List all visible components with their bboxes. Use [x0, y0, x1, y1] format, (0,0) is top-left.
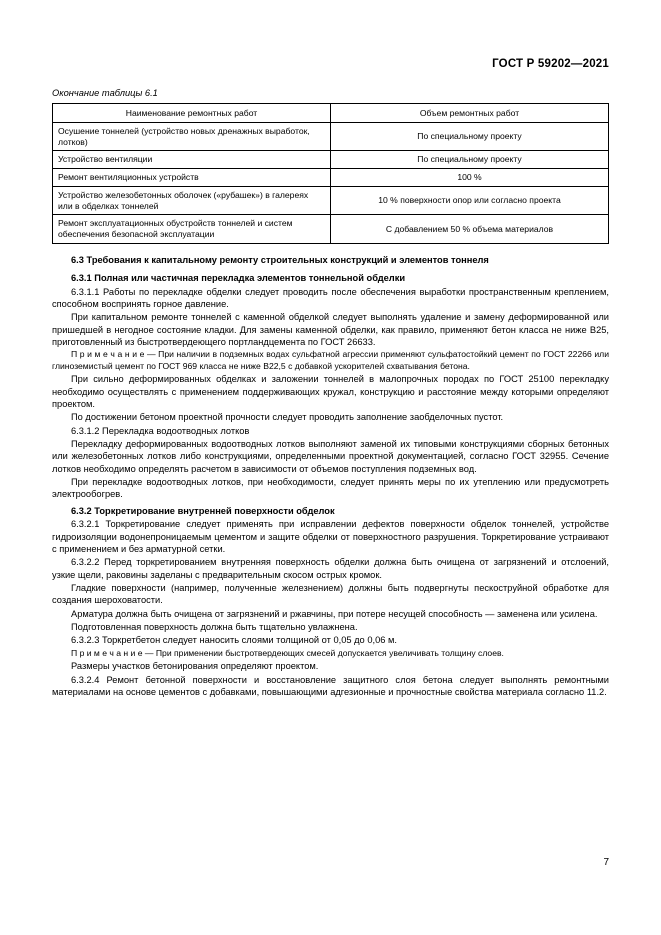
- table-cell-volume: По специальному проекту: [331, 123, 609, 151]
- page-header: ГОСТ Р 59202—2021: [492, 58, 609, 70]
- paragraph-6-3-2-2: 6.3.2.2 Перед торкретированием внутренняя поверхность обделки должна быть очищена от загрязнений и отслоений, узкие щели, раковины заделаны с предварительным скосом острых кромок.: [52, 557, 609, 580]
- table-row: [53, 151, 609, 169]
- table-row: [53, 186, 609, 214]
- table-caption: Окончание таблицы 6.1: [52, 88, 158, 98]
- paragraph-surface-wetting: Подготовленная поверхность должна быть тщательно увлажнена.: [71, 622, 358, 633]
- table-cell-work: Осушение тоннелей (устройство новых дренажных выработок, лотков): [53, 123, 331, 151]
- table-cell-volume: 10 % поверхности опор или согласно проекта: [331, 186, 609, 214]
- page-number: 7: [603, 857, 609, 868]
- table-cell-volume: С добавлением 50 % объема материалов: [331, 215, 609, 243]
- table-row: [53, 169, 609, 187]
- section-heading-6-3-2: 6.3.2 Торкретирование внутренней поверхности обделок: [71, 505, 335, 516]
- paragraph-gutter-replacement: Перекладку деформированных водоотводных лотков выполняют заменой их типовыми конструкциями сборных бетонных или железобетонных лотков либо конструкциями, определенными проектной документацией, согласно ГОСТ 32955. Сечение лотков необходимо определять расчетом в зависимости от объемов поступления подземных вод.: [52, 439, 609, 474]
- table-cell-volume: 100 %: [331, 169, 609, 187]
- table-header-row: [53, 104, 609, 123]
- table-cell-work: Устройство вентиляции: [53, 151, 331, 169]
- table-col-header-volume: Объем ремонтных работ: [331, 104, 609, 123]
- paragraph-6-3-1-2: 6.3.1.2 Перекладка водоотводных лотков: [71, 425, 250, 436]
- section-heading-6-3-1: 6.3.1 Полная или частичная перекладка элементов тоннельной обделки: [71, 273, 406, 284]
- paragraph-deformed-lining: При сильно деформированных обделках и заложении тоннелей в малопрочных породах по ГОСТ 25100 перекладку необходимо осуществлять с применением поддерживающих кружал, конструкцию и расстояние между которыми определяют проектом.: [52, 374, 609, 409]
- paragraph-stone-lining: При капитальном ремонте тоннелей с каменной обделкой следует выполнять удаление и замену деформированной или пришедшей в негодное состояние кладки. Для замены каменной обделки, как правило, применяют бетон класса не ниже В25, приготовленный из быстротвердеющего портландцемента по ГОСТ 26633.: [52, 312, 609, 348]
- paragraph-reinforcement: Арматура должна быть очищена от загрязнений и ржавчины, при потере несущей способность — заменена или усилена.: [71, 608, 598, 619]
- table-cell-work: Ремонт вентиляционных устройств: [53, 169, 331, 187]
- paragraph-concreting-areas: Размеры участков бетонирования определяют проектом.: [71, 661, 319, 672]
- paragraph-6-3-2-4: 6.3.2.4 Ремонт бетонной поверхности и восстановление защитного слоя бетона следует выполнять ремонтными материалами на основе цементов с добавками, повышающими адгезионные и прочностные свойства материала согласно 11.2.: [52, 674, 609, 697]
- paragraph-6-3-1-1: 6.3.1.1 Работы по перекладке обделки следует проводить после обеспечения выработки пространственным креплением, способном воспринять горное давление.: [52, 286, 609, 309]
- table-row: [53, 123, 609, 151]
- paragraph-6-3-2-3: 6.3.2.3 Торкретбетон следует наносить слоями толщиной от 0,05 до 0,06 м.: [71, 635, 397, 646]
- paragraph-6-3-2-1: 6.3.2.1 Торкретирование следует применять при исправлении дефектов поверхности обделок тоннелей, устройстве гидроизоляции водонепроницаемым цементом и защите обделки от поверхностного разрушения. Торкретирование устраивают с применением и без арматурной сетки.: [52, 519, 609, 554]
- note-fast-hardening: П р и м е ч а н и е — При применении быстротвердеющих смесей допускается увеличивать толщину слоев.: [71, 647, 504, 658]
- paragraph-smooth-surfaces: Гладкие поверхности (например, полученные железнением) должны быть подвергнуты пескоструйной обработке для создания шероховатости.: [52, 582, 609, 606]
- table-cell-volume: По специальному проекту: [331, 151, 609, 169]
- page-content: [52, 88, 609, 698]
- paragraph-gutter-heating: При перекладке водоотводных лотков, при необходимости, следует принять меры по их утеплению или предусмотреть электрообогрев.: [52, 477, 609, 500]
- note-sulfate-cement: П р и м е ч а н и е — При наличии в подземных водах сульфатной агрессии применяют сульфатостойкий цемент по ГОСТ 22266 или глиноземистый цемент по ГОСТ 969 класса не ниже В22,5 с добавкой ускорителей схватывания бетона.: [52, 349, 609, 371]
- repair-works-table: [52, 103, 609, 244]
- paragraph-void-filling: По достижении бетоном проектной прочности следует проводить заполнение заобделочных пустот.: [71, 412, 504, 423]
- section-heading-6-3: 6.3 Требования к капитальному ремонту строительных конструкций и элементов тоннеля: [71, 254, 489, 265]
- table-col-header-work: Наименование ремонтных работ: [53, 104, 331, 123]
- table-cell-work: Устройство железобетонных оболочек («рубашек») в галереях или в обделках тоннелей: [53, 186, 331, 214]
- table-row: [53, 215, 609, 243]
- table-cell-work: Ремонт эксплуатационных обустройств тоннелей и систем обеспечения безопасной эксплуатации: [53, 215, 331, 243]
